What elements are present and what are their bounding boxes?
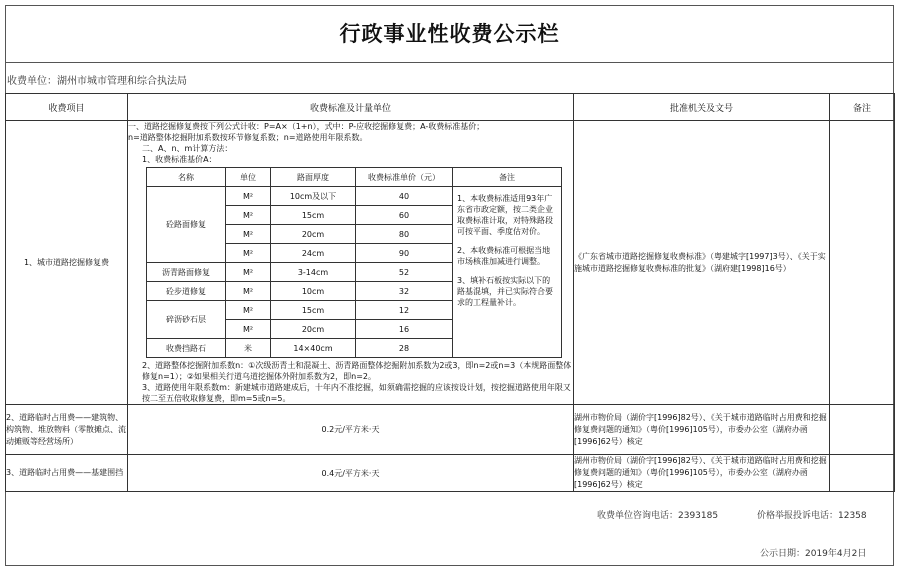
cell-name: 砼步道修复 [147, 282, 226, 301]
fee-table [5, 93, 895, 492]
cell-price: 28 [356, 339, 453, 358]
cell-depth: 15cm [271, 206, 356, 225]
inner-notes [453, 187, 562, 358]
after-line: 3、道路使用年限系数m：新建城市道路建成后，十年内不准挖掘，如须确需挖掘的应该按设计划，按挖掘道路使用年限又按二至五倍收取修复费，即m=5或n=5。 [142, 383, 571, 403]
publish-date: 公示日期：2019年4月2日 [760, 549, 867, 559]
cell-depth: 24cm [271, 244, 356, 263]
cell-unit: M² [226, 244, 271, 263]
note-line: 2、本收费标准可根据当地市场核准加减进行调整。 [457, 246, 551, 266]
cell-depth: 14×40cm [271, 339, 356, 358]
fee-authority: 湖州市物价局（湖价字[1996]82号）、《关于城市道路临时占用费和挖掘修复费问题的通知》（粤价[1996]105号），市委办公室（湖府办函[1996]62号）核定 [574, 455, 830, 492]
cell-depth: 10cm [271, 282, 356, 301]
note-line: 1、本收费标准适用93年广东省市政定额，按二类企业取费标准计取，对特殊路段可按平面、季度估对价。 [457, 194, 553, 236]
fee-authority: 湖州市物价局（湖价字[1996]82号）、《关于城市道路临时占用费和挖掘修复费问题的通知》（粤价[1996]105号），市委办公室（湖府办函[1996]62号）核定 [574, 405, 830, 455]
intro-line: n=道路整体挖掘附加系数按环节修复系数；n=道路使用年限系数。 [128, 133, 368, 142]
cell-price: 40 [356, 187, 453, 206]
header-remark: 备注 [830, 94, 895, 121]
fee-item: 3、道路临时占用费——基建围挡 [6, 455, 128, 492]
inner-header: 单位 [226, 168, 271, 187]
header-standard: 收费标准及计量单位 [128, 94, 574, 121]
fee-authority: 《广东省城市道路挖掘修复收费标准》（粤建城字[1997]3号）、《关于实施城市道路挖掘修复收费标准的批复》（湖府建[1998]16号） [574, 121, 830, 405]
cell-unit: M² [226, 206, 271, 225]
fee-standard: 0.2元/平方米·天 [128, 405, 574, 455]
intro-line: 二、A、n、m计算方法： [142, 144, 233, 153]
cell-name: 收费挡路石 [147, 339, 226, 358]
fee-item: 2、道路临时占用费——建筑物、构筑物、堆放物料（零散摊点、流动摊贩等经营场所） [6, 405, 128, 455]
fee-standard [128, 121, 574, 405]
fee-standard: 0.4元/平方米·天 [128, 455, 574, 492]
group-label: 砼路面修复 [147, 187, 226, 263]
divider [5, 62, 894, 63]
cell-unit: M² [226, 225, 271, 244]
header-row [6, 94, 895, 121]
intro-line: 1、收费标准基价A： [142, 155, 217, 164]
cell-depth: 3-14cm [271, 263, 356, 282]
cell-name: 沥青路面修复 [147, 263, 226, 282]
cell-unit: M² [226, 187, 271, 206]
cell-depth: 15cm [271, 301, 356, 320]
header-authority: 批准机关及文号 [574, 94, 830, 121]
cell-unit: M² [226, 263, 271, 282]
cell-unit: M² [226, 282, 271, 301]
cell-price: 52 [356, 263, 453, 282]
cell-price: 60 [356, 206, 453, 225]
cell-price: 80 [356, 225, 453, 244]
inner-header: 路面厚度 [271, 168, 356, 187]
cell-price: 12 [356, 301, 453, 320]
inner-header: 备注 [453, 168, 562, 187]
inner-header: 收费标准单价（元） [356, 168, 453, 187]
table-row [6, 121, 895, 405]
fee-remark [830, 121, 895, 405]
inner-header: 名称 [147, 168, 226, 187]
table-row [6, 455, 895, 492]
consult-phone: 收费单位咨询电话：2393185 [597, 511, 719, 521]
cell-price: 90 [356, 244, 453, 263]
group-label: 碎沥砂石层 [147, 301, 226, 339]
price-table [146, 167, 562, 358]
table-row [6, 405, 895, 455]
cell-depth: 20cm [271, 225, 356, 244]
intro-line: 一、道路挖掘修复费按下列公式计收：P=A×（1+n），式中：P-应收挖掘修复费；A-收费标准基价； [128, 122, 485, 131]
cell-price: 32 [356, 282, 453, 301]
note-line: 3、填补石板按实际以下的路基混填，并已实际符合要求的工程量补计。 [457, 276, 553, 307]
cell-unit: M² [226, 301, 271, 320]
cell-depth: 10cm及以下 [271, 187, 356, 206]
page-title: 行政事业性收费公示栏 [339, 22, 560, 46]
fee-item: 1、城市道路挖掘修复费 [6, 121, 128, 405]
header-item: 收费项目 [6, 94, 128, 121]
fee-remark [830, 405, 895, 455]
charging-unit: 收费单位：湖州市城市管理和综合执法局 [7, 76, 187, 87]
cell-unit: M² [226, 320, 271, 339]
after-line: 2、道路整体挖掘附加系数n：①次级沥青土和混凝土、沥青路面整体挖掘附加系数为2或3，即n=2或n=3（本规路面整体修复n=1）；②如果相关行道乌道挖掘体外附加系数为2，即n=2。 [142, 361, 572, 381]
cell-price: 16 [356, 320, 453, 339]
complaint-phone: 价格举报投诉电话：12358 [757, 511, 867, 521]
cell-unit: 米 [226, 339, 271, 358]
cell-depth: 20cm [271, 320, 356, 339]
fee-remark [830, 455, 895, 492]
